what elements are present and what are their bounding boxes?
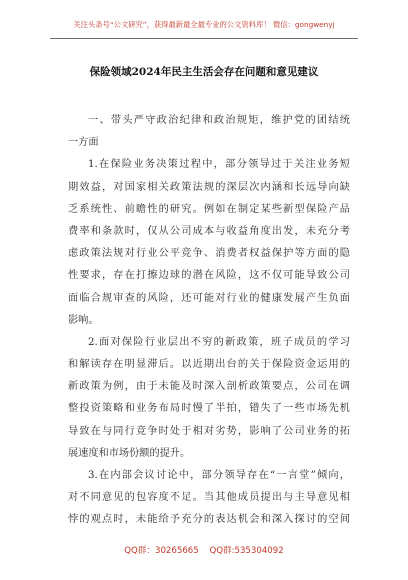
document-title: 保险领域2024年民主生活会存在问题和意见建议 <box>89 66 319 78</box>
paragraph-line: 导致在与同行竞争时处于相对劣势，影响了公司业务的拓 <box>68 425 350 437</box>
paragraph-line: 面临合规审查的风险，还可能对行业的健康发展产生负面 <box>68 292 350 304</box>
paragraph-line: 虑政策法规对行业公平竞争、消费者权益保护等方面的隐 <box>68 248 350 260</box>
document-body <box>68 110 350 532</box>
paragraph-line: 一、带头严守政治纪律和政治规矩，维护党的团结统 <box>88 115 350 126</box>
header-banner: 关注头条号“公文研究”，获得最新最全最专业的公文资料库！ 微信：gongwenyj <box>73 20 335 29</box>
paragraph-line: 2.面对保险行业层出不穷的新政策，班子成员的学习 <box>88 336 350 348</box>
paragraph-line: 悖的观点时，未能给予充分的表达机会和深入探讨的空间 <box>68 514 350 526</box>
paragraph-line: 对不同意见的包容度不足。当其他成员提出与主导意见相 <box>68 492 350 504</box>
header-divider <box>50 38 358 39</box>
footer-qq-group-1: QQ群：30265665 <box>124 546 199 556</box>
paragraph-line: 展速度和市场份额的提升。 <box>68 447 191 459</box>
paragraph-line: 新政策为例，由于未能及时深入剖析政策要点，公司在调 <box>68 381 350 393</box>
paragraph-line: 一方面 <box>68 137 99 149</box>
paragraph-line: 和解读存在明显滞后。以近期出台的关于保险资金运用的 <box>68 359 350 371</box>
paragraph-line: 期效益，对国家相关政策法规的深层次内涵和长远导向缺 <box>68 181 350 193</box>
paragraph-line: 整投资策略和业务布局时慢了半拍，错失了一些市场先机 <box>68 403 350 415</box>
footer-qq-group-2: QQ群:535304092 <box>209 546 284 556</box>
paragraph-line: 性要求，存在打擦边球的潜在风险，这不仅可能导致公司 <box>68 270 350 282</box>
paragraph-line: 费率和条款时，仅从公司成本与收益角度出发，未充分考 <box>68 225 350 237</box>
footer-contacts <box>0 544 408 556</box>
paragraph-line: 乏系统性、前瞻性的研究。例如在制定某些新型保险产品 <box>68 203 350 215</box>
paragraph-line: 1.在保险业务决策过程中，部分领导过于关注业务短 <box>88 159 350 171</box>
paragraph-line: 影响。 <box>68 314 99 326</box>
paragraph-line: 3.在内部会议讨论中，部分领导存在“一言堂”倾向， <box>88 470 350 481</box>
